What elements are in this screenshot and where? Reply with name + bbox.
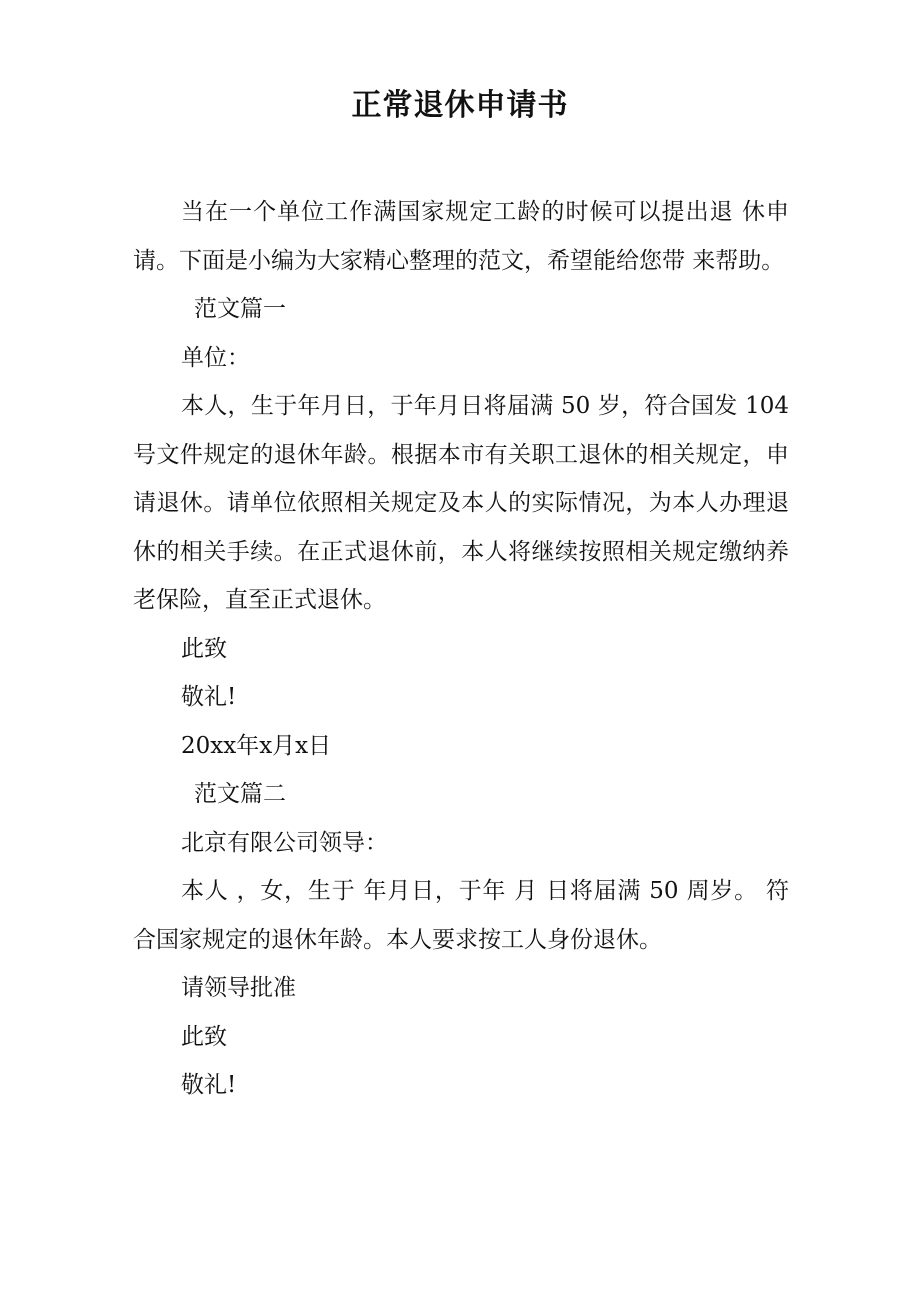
sample2-closing-1: 此致 [181, 1023, 227, 1050]
intro-paragraph: 当在一个单位工作满国家规定工龄的时候可以提出退 休申请。下面是小编为大家精心整理的范文，希望能给您带 来帮助。 [133, 199, 789, 274]
document-body [133, 188, 789, 1110]
document-title: 正常退休申请书 [351, 88, 569, 123]
sample1-addressee: 单位： [181, 344, 250, 371]
sample1-closing-1: 此致 [181, 635, 227, 662]
sample1-closing-2: 敬礼! [181, 684, 237, 710]
sample2-body: 本人 ，女，生于 年月日，于年 月 日将届满 50 周岁。 符合国家规定的退休年龄。本人要求按工人身份退休。 [133, 878, 789, 953]
sample2-request: 请领导批准 [181, 975, 296, 1001]
sample2-addressee: 北京有限公司领导： [181, 829, 388, 856]
sample2-heading: 范文篇二 [194, 781, 286, 807]
sample1-body: 本人，生于年月日，于年月日将届满 50 岁，符合国发 104 号文件规定的退休年龄。根据本市有关职工退休的相关规定，申请退休。请单位依照相关规定及本人的实际情况，为本人办理退休的相关手续。在正式退休前，本人将继续按照相关规定缴纳养老保险，直至正式退休。 [133, 393, 789, 613]
sample1-heading: 范文篇一 [194, 296, 286, 322]
sample2-closing-2: 敬礼! [181, 1072, 237, 1098]
sample1-date: 20xx年x月x日 [181, 732, 332, 759]
